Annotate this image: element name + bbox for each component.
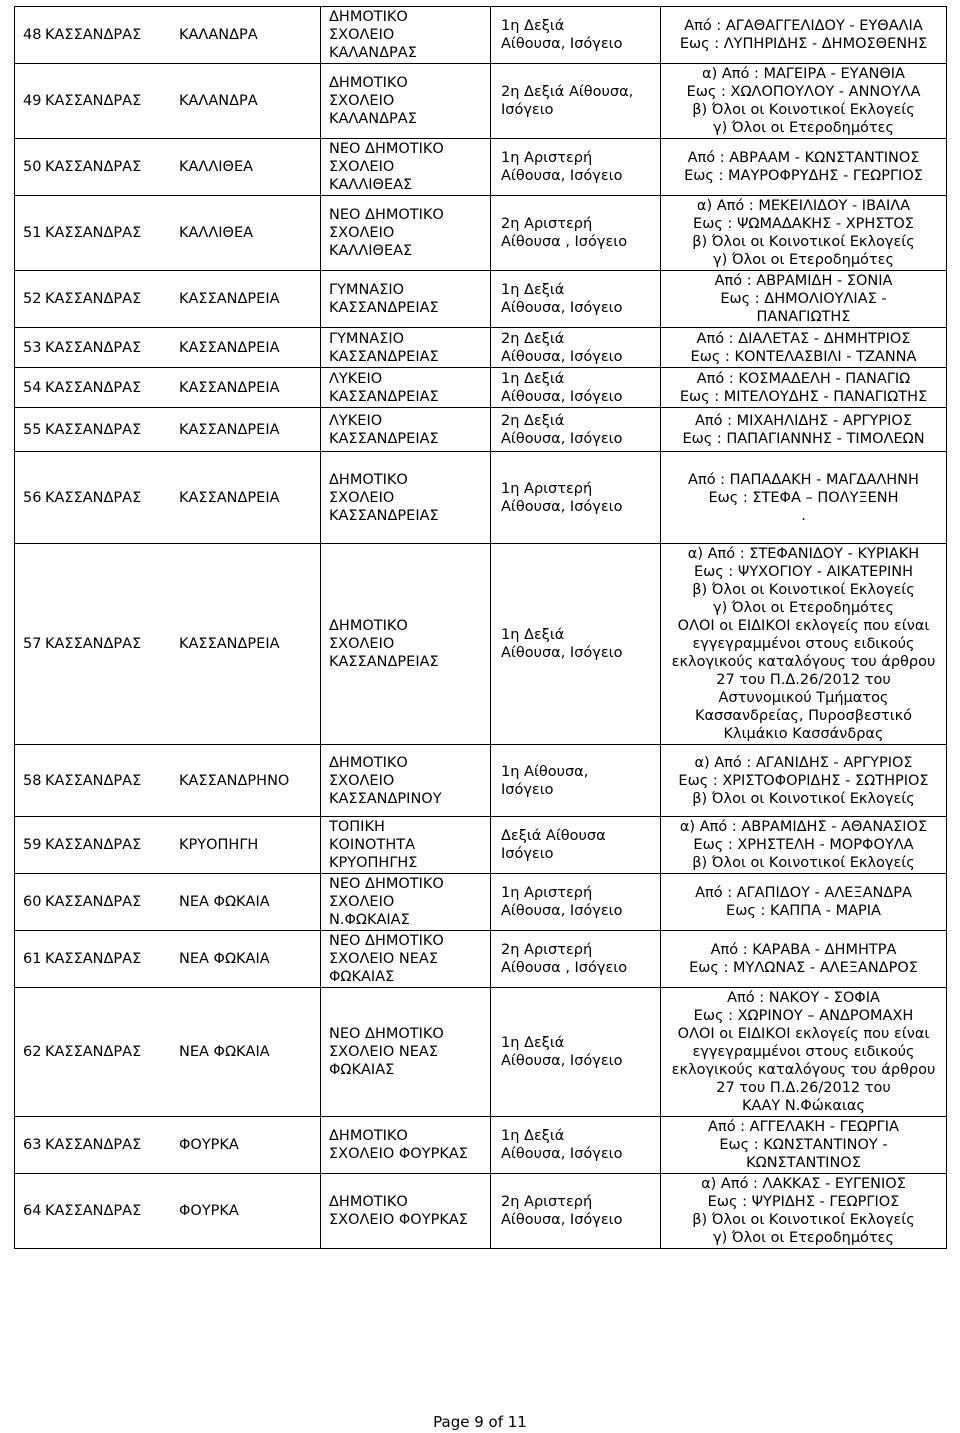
place: ΝΕΑ ΦΩΚΑΙΑ — [179, 1044, 270, 1060]
voter-range-cell — [661, 988, 947, 1117]
school-cell — [321, 988, 491, 1117]
hall-line: 2η Δεξιά Αίθουσα, — [501, 84, 634, 100]
range-line: Από : ΠΑΠΑΔΑΚΗ - ΜΑΓΔΑΛΗΝΗ — [688, 471, 919, 488]
municipality: ΚΑΣΣΑΝΔΡΑΣ — [45, 837, 142, 853]
school-cell — [321, 271, 491, 328]
hall-line: Ισόγειο — [501, 781, 554, 798]
school-line: ΣΧΟΛΕΙΟ ΝΕΑΣ — [329, 1044, 438, 1060]
place: ΦΟΥΡΚΑ — [179, 1203, 239, 1219]
voter-range-cell — [661, 745, 947, 817]
hall-cell — [491, 817, 661, 874]
station-number: 60 — [23, 894, 42, 910]
range-line: β) Όλοι οι Κοινοτικοί Εκλογείς — [692, 790, 915, 807]
school-line: ΝΕΟ ΔΗΜΟΤΙΚΟ — [329, 933, 444, 949]
voter-range-cell — [661, 408, 947, 452]
hall-line: 1η Αριστερή — [501, 480, 593, 497]
hall-line: 1η Δεξιά — [501, 282, 565, 298]
voter-range-cell — [661, 544, 947, 745]
range-line: ΚΑΑΥ Ν.Φώκαιας — [742, 1098, 865, 1114]
range-line: . — [801, 507, 806, 524]
school-line: ΣΧΟΛΕΙΟ ΦΟΥΡΚΑΣ — [329, 1212, 468, 1228]
school-line: ΚΑΛΛΙΘΕΑΣ — [329, 243, 413, 259]
range-line: Από : ΑΒΡΑΜΙΔΗ - ΣΟΝΙΑ — [714, 273, 893, 289]
table-row — [15, 139, 947, 196]
table-row — [15, 817, 947, 874]
hall-line: Αίθουσα, Ισόγειο — [501, 168, 623, 184]
school-line: ΔΗΜΟΤΙΚΟ — [329, 9, 408, 25]
school-cell — [321, 745, 491, 817]
school-line: ΔΗΜΟΤΙΚΟ — [329, 471, 408, 488]
school-line: ΣΧΟΛΕΙΟ ΦΟΥΡΚΑΣ — [329, 1146, 468, 1162]
school-cell — [321, 7, 491, 64]
hall-cell — [491, 408, 661, 452]
range-line: Εως : ΜΙΤΕΛΟΥΔΗΣ - ΠΑΝΑΓΙΩΤΗΣ — [679, 388, 928, 405]
hall-line: 2η Αριστερή — [501, 216, 593, 232]
hall-line: 2η Αριστερή — [501, 1194, 593, 1210]
station-number: 59 — [23, 837, 42, 853]
range-line: Από : ΑΒΡΑΑΜ - ΚΩΝΣΤΑΝΤΙΝΟΣ — [687, 150, 920, 166]
table-row — [15, 1174, 947, 1249]
table-row — [15, 874, 947, 931]
hall-line: Αίθουσα, Ισόγειο — [501, 1053, 623, 1069]
school-cell — [321, 817, 491, 874]
station-number: 58 — [23, 772, 42, 789]
range-line: α) Από : ΣΤΕΦΑΝΙΔΟΥ - ΚΥΡΙΑΚΗ — [687, 546, 920, 562]
location-cell — [15, 64, 321, 139]
hall-line: 2η Δεξιά — [501, 412, 565, 429]
school-line: ΚΑΣΣΑΝΔΡΕΙΑΣ — [329, 300, 439, 316]
municipality: ΚΑΣΣΑΝΔΡΑΣ — [45, 1137, 142, 1153]
range-line: 27 του Π.Δ.26/2012 του — [716, 1080, 891, 1096]
hall-cell — [491, 544, 661, 745]
range-line: εκλογικούς καταλόγους του άρθρου — [671, 654, 936, 670]
school-line: ΣΧΟΛΕΙΟ ΝΕΑΣ — [329, 951, 438, 967]
school-cell — [321, 874, 491, 931]
location-cell — [15, 745, 321, 817]
range-line: Εως : ΧΡΙΣΤΟΦΟΡΙΔΗΣ - ΣΩΤΗΡΙΟΣ — [678, 772, 929, 789]
range-line: Από : ΜΙΧΑΗΛΙΔΗΣ - ΑΡΓΥΡΙΟΣ — [695, 412, 912, 429]
municipality: ΚΑΣΣΑΝΔΡΑΣ — [45, 489, 142, 506]
location-cell — [15, 1174, 321, 1249]
table-row — [15, 452, 947, 544]
range-line: Εως : ΚΟΝΤΕΛΑΣΒΙΛΙ - ΤΖΑΝΝΑ — [690, 348, 917, 365]
table-row — [15, 64, 947, 139]
hall-cell — [491, 196, 661, 271]
hall-cell — [491, 452, 661, 544]
school-line: ΚΑΣΣΑΝΔΡΙΝΟΥ — [329, 790, 442, 807]
range-line: Εως : ΧΩΛΟΠΟΥΛΟΥ - ΑΝΝΟΥΛΑ — [686, 84, 921, 100]
location-cell — [15, 817, 321, 874]
school-line: ΚΟΙΝΟΤΗΤΑ — [329, 837, 415, 853]
range-line: β) Όλοι οι Κοινοτικοί Εκλογείς — [692, 1212, 915, 1228]
municipality: ΚΑΣΣΑΝΔΡΑΣ — [45, 159, 142, 175]
location-cell — [15, 988, 321, 1117]
hall-line: 1η Δεξιά — [501, 370, 565, 387]
place: ΚΑΣΣΑΝΔΡΗΝΟ — [179, 772, 290, 789]
range-line: εγγεγραμμένοι στους ειδικούς — [692, 636, 915, 652]
school-line: ΦΩΚΑΙΑΣ — [329, 969, 395, 985]
school-line: Ν.ΦΩΚΑΙΑΣ — [329, 912, 410, 928]
municipality: ΚΑΣΣΑΝΔΡΑΣ — [45, 225, 142, 241]
station-number: 54 — [23, 379, 42, 396]
school-line: ΣΧΟΛΕΙΟ — [329, 27, 395, 43]
school-line: ΣΧΟΛΕΙΟ — [329, 894, 395, 910]
place: ΚΑΛΛΙΘΕΑ — [179, 225, 254, 241]
school-line: ΚΑΣΣΑΝΔΡΕΙΑΣ — [329, 654, 439, 670]
school-line: ΚΡΥΟΠΗΓΗΣ — [329, 855, 418, 871]
hall-cell — [491, 328, 661, 368]
school-cell — [321, 1174, 491, 1249]
range-line: Εως : ΧΩΡΙΝΟΥ – ΑΝΔΡΟΜΑΧΗ — [693, 1008, 914, 1024]
voter-range-cell — [661, 271, 947, 328]
hall-cell — [491, 139, 661, 196]
school-line: ΔΗΜΟΤΙΚΟ — [329, 1194, 408, 1210]
school-line: ΛΥΚΕΙΟ — [329, 370, 383, 387]
place: ΚΑΛΑΝΔΡΑ — [179, 27, 258, 43]
school-line: ΚΑΛΛΙΘΕΑΣ — [329, 177, 413, 193]
school-line: ΚΑΣΣΑΝΔΡΕΙΑΣ — [329, 348, 439, 365]
school-cell — [321, 64, 491, 139]
school-cell — [321, 452, 491, 544]
municipality: ΚΑΣΣΑΝΔΡΑΣ — [45, 636, 142, 652]
range-line: Εως : ΠΑΠΑΓΙΑΝΝΗΣ - ΤΙΜΟΛΕΩΝ — [682, 430, 925, 447]
location-cell — [15, 452, 321, 544]
range-line: Εως : ΔΗΜΟΛΙΟΥΛΙΑΣ - — [720, 291, 887, 307]
hall-line: Αίθουσα , Ισόγειο — [501, 960, 628, 976]
school-line: ΔΗΜΟΤΙΚΟ — [329, 754, 408, 771]
school-line: ΓΥΜΝΑΣΙΟ — [329, 330, 405, 347]
range-line: Από : ΚΑΡΑΒΑ - ΔΗΜΗΤΡΑ — [710, 942, 897, 958]
municipality: ΚΑΣΣΑΝΔΡΑΣ — [45, 421, 142, 438]
place: ΚΑΣΣΑΝΔΡΕΙΑ — [179, 636, 280, 652]
range-line: Από : ΔΙΑΛΕΤΑΣ - ΔΗΜΗΤΡΙΟΣ — [696, 330, 911, 347]
hall-line: Αίθουσα, Ισόγειο — [501, 430, 623, 447]
school-line: ΣΧΟΛΕΙΟ — [329, 772, 395, 789]
hall-line: 1η Δεξιά — [501, 627, 565, 643]
hall-line: Αίθουσα, Ισόγειο — [501, 1212, 623, 1228]
school-cell — [321, 1117, 491, 1174]
range-line: β) Όλοι οι Κοινοτικοί Εκλογείς — [692, 582, 915, 598]
table-row — [15, 1117, 947, 1174]
location-cell — [15, 328, 321, 368]
voter-range-cell — [661, 368, 947, 408]
range-line: Εως : ΨΩΜΑΔΑΚΗΣ - ΧΡΗΣΤΟΣ — [693, 216, 914, 232]
station-number: 56 — [23, 489, 42, 506]
place: ΚΑΣΣΑΝΔΡΕΙΑ — [179, 379, 280, 396]
station-number: 50 — [23, 159, 42, 175]
hall-cell — [491, 988, 661, 1117]
location-cell — [15, 408, 321, 452]
station-number: 63 — [23, 1137, 42, 1153]
place: ΚΑΛΛΙΘΕΑ — [179, 159, 254, 175]
station-number: 64 — [23, 1203, 42, 1219]
municipality: ΚΑΣΣΑΝΔΡΑΣ — [45, 291, 142, 307]
school-line: ΤΟΠΙΚΗ — [329, 819, 385, 835]
voter-range-cell — [661, 64, 947, 139]
school-cell — [321, 408, 491, 452]
hall-line: Αίθουσα, Ισόγειο — [501, 1146, 623, 1162]
range-line: Κλιμάκιο Κασσάνδρας — [723, 726, 884, 742]
hall-line: Δεξιά Αίθουσα — [501, 828, 606, 844]
voter-range-cell — [661, 328, 947, 368]
school-line: ΣΧΟΛΕΙΟ — [329, 636, 395, 652]
place: ΚΑΛΑΝΔΡΑ — [179, 93, 258, 109]
municipality: ΚΑΣΣΑΝΔΡΑΣ — [45, 951, 142, 967]
school-line: ΔΗΜΟΤΙΚΟ — [329, 75, 408, 91]
place: ΚΑΣΣΑΝΔΡΕΙΑ — [179, 339, 280, 356]
voter-range-cell — [661, 1174, 947, 1249]
table-row — [15, 408, 947, 452]
hall-line: 1η Αριστερή — [501, 150, 593, 166]
place: ΚΑΣΣΑΝΔΡΕΙΑ — [179, 421, 280, 438]
hall-line: Αίθουσα, Ισόγειο — [501, 348, 623, 365]
table-row — [15, 328, 947, 368]
voter-range-cell — [661, 874, 947, 931]
municipality: ΚΑΣΣΑΝΔΡΑΣ — [45, 339, 142, 356]
hall-cell — [491, 931, 661, 988]
range-line: Από : ΝΑΚΟΥ - ΣΟΦΙΑ — [727, 990, 880, 1006]
location-cell — [15, 271, 321, 328]
hall-line: 1η Δεξιά — [501, 18, 565, 34]
station-number: 55 — [23, 421, 42, 438]
table-row — [15, 368, 947, 408]
voter-range-cell — [661, 931, 947, 988]
hall-cell — [491, 1174, 661, 1249]
school-line: ΝΕΟ ΔΗΜΟΤΙΚΟ — [329, 207, 444, 223]
range-line: Αστυνομικού Τμήματος — [718, 690, 889, 706]
hall-cell — [491, 745, 661, 817]
school-cell — [321, 544, 491, 745]
range-line: Από : ΑΓΓΕΛΑΚΗ - ΓΕΩΡΓΙΑ — [708, 1119, 899, 1135]
range-line: α) Από : ΑΒΡΑΜΙΔΗΣ - ΑΘΑΝΑΣΙΟΣ — [679, 819, 928, 835]
hall-line: 2η Δεξιά — [501, 330, 565, 347]
municipality: ΚΑΣΣΑΝΔΡΑΣ — [45, 27, 142, 43]
hall-line: Αίθουσα, Ισόγειο — [501, 498, 623, 515]
municipality: ΚΑΣΣΑΝΔΡΑΣ — [45, 772, 142, 789]
station-number: 52 — [23, 291, 42, 307]
location-cell — [15, 874, 321, 931]
table-row — [15, 196, 947, 271]
range-line: γ) Όλοι οι Ετεροδημότες — [712, 252, 895, 268]
municipality: ΚΑΣΣΑΝΔΡΑΣ — [45, 93, 142, 109]
school-cell — [321, 368, 491, 408]
range-line: Εως : ΧΡΗΣΤΕΛΗ - ΜΟΡΦΟΥΛΑ — [693, 837, 914, 853]
hall-line: Αίθουσα, Ισόγειο — [501, 645, 623, 661]
station-number: 48 — [23, 27, 42, 43]
location-cell — [15, 196, 321, 271]
school-line: ΣΧΟΛΕΙΟ — [329, 225, 395, 241]
location-cell — [15, 1117, 321, 1174]
station-number: 51 — [23, 225, 42, 241]
school-line: ΣΧΟΛΕΙΟ — [329, 159, 395, 175]
range-line: Εως : ΚΩΝΣΤΑΝΤΙΝΟΥ - — [719, 1137, 888, 1153]
station-number: 49 — [23, 93, 42, 109]
range-line: Εως : ΛΥΠΗΡΙΔΗΣ - ΔΗΜΟΣΘΕΝΗΣ — [679, 36, 928, 52]
hall-line: 1η Αίθουσα, — [501, 763, 589, 780]
station-number: 57 — [23, 636, 42, 652]
hall-cell — [491, 64, 661, 139]
voter-range-cell — [661, 139, 947, 196]
hall-cell — [491, 874, 661, 931]
table-row — [15, 931, 947, 988]
hall-line: Αίθουσα, Ισόγειο — [501, 300, 623, 316]
table-row — [15, 7, 947, 64]
location-cell — [15, 931, 321, 988]
hall-line: 1η Δεξιά — [501, 1128, 565, 1144]
range-line: Εως : ΨΥΡΙΔΗΣ - ΓΕΩΡΓΙΟΣ — [707, 1194, 900, 1210]
school-line: ΝΕΟ ΔΗΜΟΤΙΚΟ — [329, 876, 444, 892]
place: ΝΕΑ ΦΩΚΑΙΑ — [179, 894, 270, 910]
hall-line: Αίθουσα , Ισόγειο — [501, 234, 628, 250]
location-cell — [15, 544, 321, 745]
school-line: ΚΑΣΣΑΝΔΡΕΙΑΣ — [329, 388, 439, 405]
place: ΦΟΥΡΚΑ — [179, 1137, 239, 1153]
school-line: ΣΧΟΛΕΙΟ — [329, 489, 395, 506]
page-footer: Page 9 of 11 — [433, 1413, 527, 1431]
range-line: Εως : ΨΥΧΟΓΙΟΥ - ΑΙΚΑΤΕΡΙΝΗ — [693, 564, 914, 580]
hall-line: Αίθουσα, Ισόγειο — [501, 903, 623, 919]
range-line: Από : ΑΓΑΘΑΓΓΕΛΙΔΟΥ - ΕΥΘΑΛΙΑ — [684, 18, 923, 34]
school-cell — [321, 196, 491, 271]
range-line: γ) Όλοι οι Ετεροδημότες — [712, 1230, 895, 1246]
school-line: ΝΕΟ ΔΗΜΟΤΙΚΟ — [329, 1026, 444, 1042]
station-number: 53 — [23, 339, 42, 356]
range-line: β) Όλοι οι Κοινοτικοί Εκλογείς — [692, 234, 915, 250]
school-line: ΝΕΟ ΔΗΜΟΤΙΚΟ — [329, 141, 444, 157]
school-line: ΔΗΜΟΤΙΚΟ — [329, 1128, 408, 1144]
range-line: α) Από : ΜΑΓΕΙΡΑ - ΕΥΑΝΘΙΑ — [702, 66, 905, 82]
range-line: ΠΑΝΑΓΙΩΤΗΣ — [756, 309, 851, 325]
hall-line: Ισόγειο — [501, 846, 554, 862]
range-line: ΟΛΟΙ οι ΕΙΔΙΚΟΙ εκλογείς που είναι — [677, 618, 930, 634]
voter-range-cell — [661, 7, 947, 64]
range-line: εκλογικούς καταλόγους του άρθρου — [671, 1062, 936, 1078]
location-cell — [15, 7, 321, 64]
school-cell — [321, 931, 491, 988]
school-line: ΦΩΚΑΙΑΣ — [329, 1062, 395, 1078]
place: ΚΡΥΟΠΗΓΗ — [179, 837, 259, 853]
range-line: α) Από : ΑΓΑΝΙΔΗΣ - ΑΡΓΥΡΙΟΣ — [694, 754, 913, 771]
hall-cell — [491, 271, 661, 328]
range-line: 27 του Π.Δ.26/2012 του — [716, 672, 891, 688]
school-line: ΚΑΣΣΑΝΔΡΕΙΑΣ — [329, 507, 439, 524]
station-number: 62 — [23, 1044, 42, 1060]
hall-line: Αίθουσα, Ισόγειο — [501, 388, 623, 405]
range-line: Από : ΚΟΣΜΑΔΕΛΗ - ΠΑΝΑΓΙΩ — [696, 370, 911, 387]
hall-line: 2η Αριστερή — [501, 942, 593, 958]
range-line: α) Από : ΛΑΚΚΑΣ - ΕΥΓΕΝΙΟΣ — [701, 1176, 906, 1192]
table-row — [15, 544, 947, 745]
school-line: ΚΑΛΑΝΔΡΑΣ — [329, 111, 417, 127]
hall-line: Αίθουσα, Ισόγειο — [501, 36, 623, 52]
municipality: ΚΑΣΣΑΝΔΡΑΣ — [45, 1044, 142, 1060]
range-line: γ) Όλοι οι Ετεροδημότες — [712, 600, 895, 616]
range-line: Από : ΑΓΑΠΙΔΟΥ - ΑΛΕΞΑΝΔΡΑ — [695, 885, 912, 901]
range-line: γ) Όλοι οι Ετεροδημότες — [712, 120, 895, 136]
range-line: εγγεγραμμένοι στους ειδικούς — [692, 1044, 915, 1060]
hall-line: 1η Δεξιά — [501, 1035, 565, 1051]
table-row — [15, 271, 947, 328]
table-row — [15, 988, 947, 1117]
voter-range-cell — [661, 196, 947, 271]
range-line: β) Όλοι οι Κοινοτικοί Εκλογείς — [692, 102, 915, 118]
school-line: ΣΧΟΛΕΙΟ — [329, 93, 395, 109]
range-line: ΚΩΝΣΤΑΝΤΙΝΟΣ — [746, 1155, 861, 1171]
range-line: β) Όλοι οι Κοινοτικοί Εκλογείς — [692, 855, 915, 871]
place: ΚΑΣΣΑΝΔΡΕΙΑ — [179, 489, 280, 506]
hall-cell — [491, 7, 661, 64]
range-line: Εως : ΜΥΛΩΝΑΣ - ΑΛΕΞΑΝΔΡΟΣ — [689, 960, 918, 976]
table-body — [15, 7, 947, 1249]
voter-range-cell — [661, 452, 947, 544]
voter-range-cell — [661, 817, 947, 874]
municipality: ΚΑΣΣΑΝΔΡΑΣ — [45, 1203, 142, 1219]
station-number: 61 — [23, 951, 42, 967]
voter-range-cell — [661, 1117, 947, 1174]
hall-line: Ισόγειο — [501, 102, 554, 118]
place: ΚΑΣΣΑΝΔΡΕΙΑ — [179, 291, 280, 307]
range-line: Εως : ΚΑΠΠΑ - ΜΑΡΙΑ — [726, 903, 881, 919]
school-line: ΔΗΜΟΤΙΚΟ — [329, 618, 408, 634]
school-line: ΚΑΣΣΑΝΔΡΕΙΑΣ — [329, 430, 439, 447]
school-cell — [321, 328, 491, 368]
location-cell — [15, 139, 321, 196]
hall-line: 1η Αριστερή — [501, 885, 593, 901]
hall-cell — [491, 1117, 661, 1174]
polling-stations-table — [14, 6, 947, 1249]
municipality: ΚΑΣΣΑΝΔΡΑΣ — [45, 894, 142, 910]
school-line: ΚΑΛΑΝΔΡΑΣ — [329, 45, 417, 61]
hall-cell — [491, 368, 661, 408]
range-line: Κασσανδρείας, Πυροσβεστικό — [694, 708, 913, 724]
school-line: ΓΥΜΝΑΣΙΟ — [329, 282, 405, 298]
table-row — [15, 745, 947, 817]
school-line: ΛΥΚΕΙΟ — [329, 412, 383, 429]
range-line: Εως : ΜΑΥΡΟΦΡΥΔΗΣ - ΓΕΩΡΓΙΟΣ — [684, 168, 923, 184]
place: ΝΕΑ ΦΩΚΑΙΑ — [179, 951, 270, 967]
range-line: Εως : ΣΤΕΦΑ – ΠΟΛΥΞΕΝΗ — [708, 489, 899, 506]
range-line: α) Από : ΜΕΚΕΙΛΙΔΟΥ - ΙΒΑΙΛΑ — [696, 198, 911, 214]
school-cell — [321, 139, 491, 196]
range-line: ΟΛΟΙ οι ΕΙΔΙΚΟΙ εκλογείς που είναι — [677, 1026, 930, 1042]
location-cell — [15, 368, 321, 408]
municipality: ΚΑΣΣΑΝΔΡΑΣ — [45, 379, 142, 396]
